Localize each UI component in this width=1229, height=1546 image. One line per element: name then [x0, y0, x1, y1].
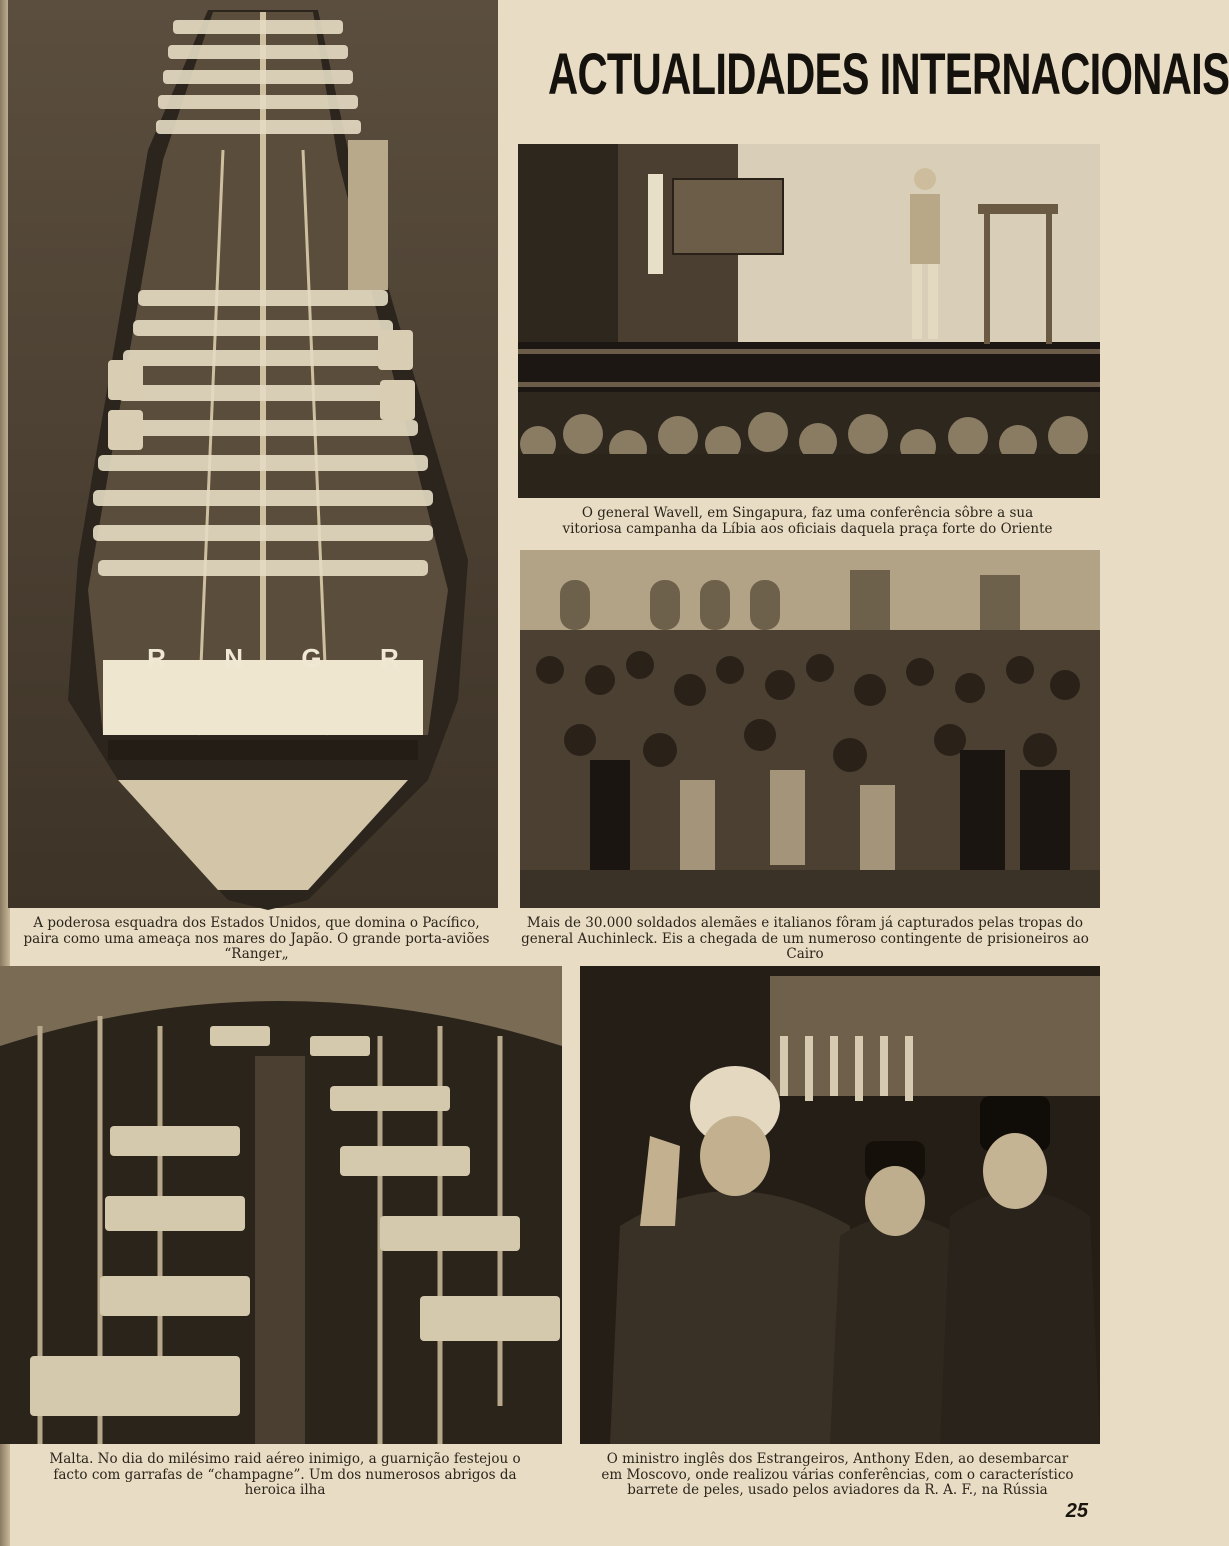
photo-prisoners-cairo — [520, 550, 1100, 908]
deck-letter: R — [380, 642, 399, 673]
photo-wavell-lecture — [518, 144, 1100, 498]
page-headline: ACTUALIDADES INTERNACIONAIS — [548, 42, 1229, 107]
caption-prisoners-cairo: Mais de 30.000 soldados alemães e italianos fôram já capturados pelas tropas do general Auchinleck. Eis a chegada de um numeroso contingente de prisioneiros ao Cairo — [521, 915, 1089, 962]
caption-aircraft-carrier: A poderosa esquadra dos Estados Unidos, que domina o Pacífico, paira como uma ameaça nos mares do Japão. O grande porta-aviões “Ranger„ — [23, 915, 490, 962]
shelter-illustration — [0, 966, 562, 1444]
deck-lettering — [118, 640, 428, 676]
photo-malta-shelter — [0, 966, 562, 1444]
deck-letter: R — [147, 642, 166, 673]
photo-aircraft-carrier — [8, 0, 498, 908]
prisoners-illustration — [520, 550, 1100, 908]
caption-malta-shelter: Malta. No dia do milésimo raid aéreo inimigo, a guarnição festejou o facto com garrafas de “champagne”. Um dos numerosos abrigos da heroica ilha — [49, 1451, 521, 1498]
caption-anthony-eden: O ministro inglês dos Estrangeiros, Anthony Eden, ao desembarcar em Moscovo, onde realizou várias conferências, com o característico barrete de peles, usado pelos aviadores da R. A. F., na Rússia — [601, 1451, 1074, 1498]
photo-anthony-eden-moscow — [580, 966, 1100, 1444]
eden-illustration — [580, 966, 1100, 1444]
carrier-illustration — [8, 0, 498, 908]
deck-letter: G — [301, 642, 322, 673]
lecture-illustration — [518, 144, 1100, 498]
deck-letter: N — [224, 642, 244, 673]
page-number: 25 — [1065, 1500, 1088, 1522]
caption-wavell-lecture: O general Wavell, em Singapura, faz uma conferência sôbre a sua vitoriosa campanha da Líbia aos oficiais daquela praça forte do Oriente — [562, 505, 1053, 537]
